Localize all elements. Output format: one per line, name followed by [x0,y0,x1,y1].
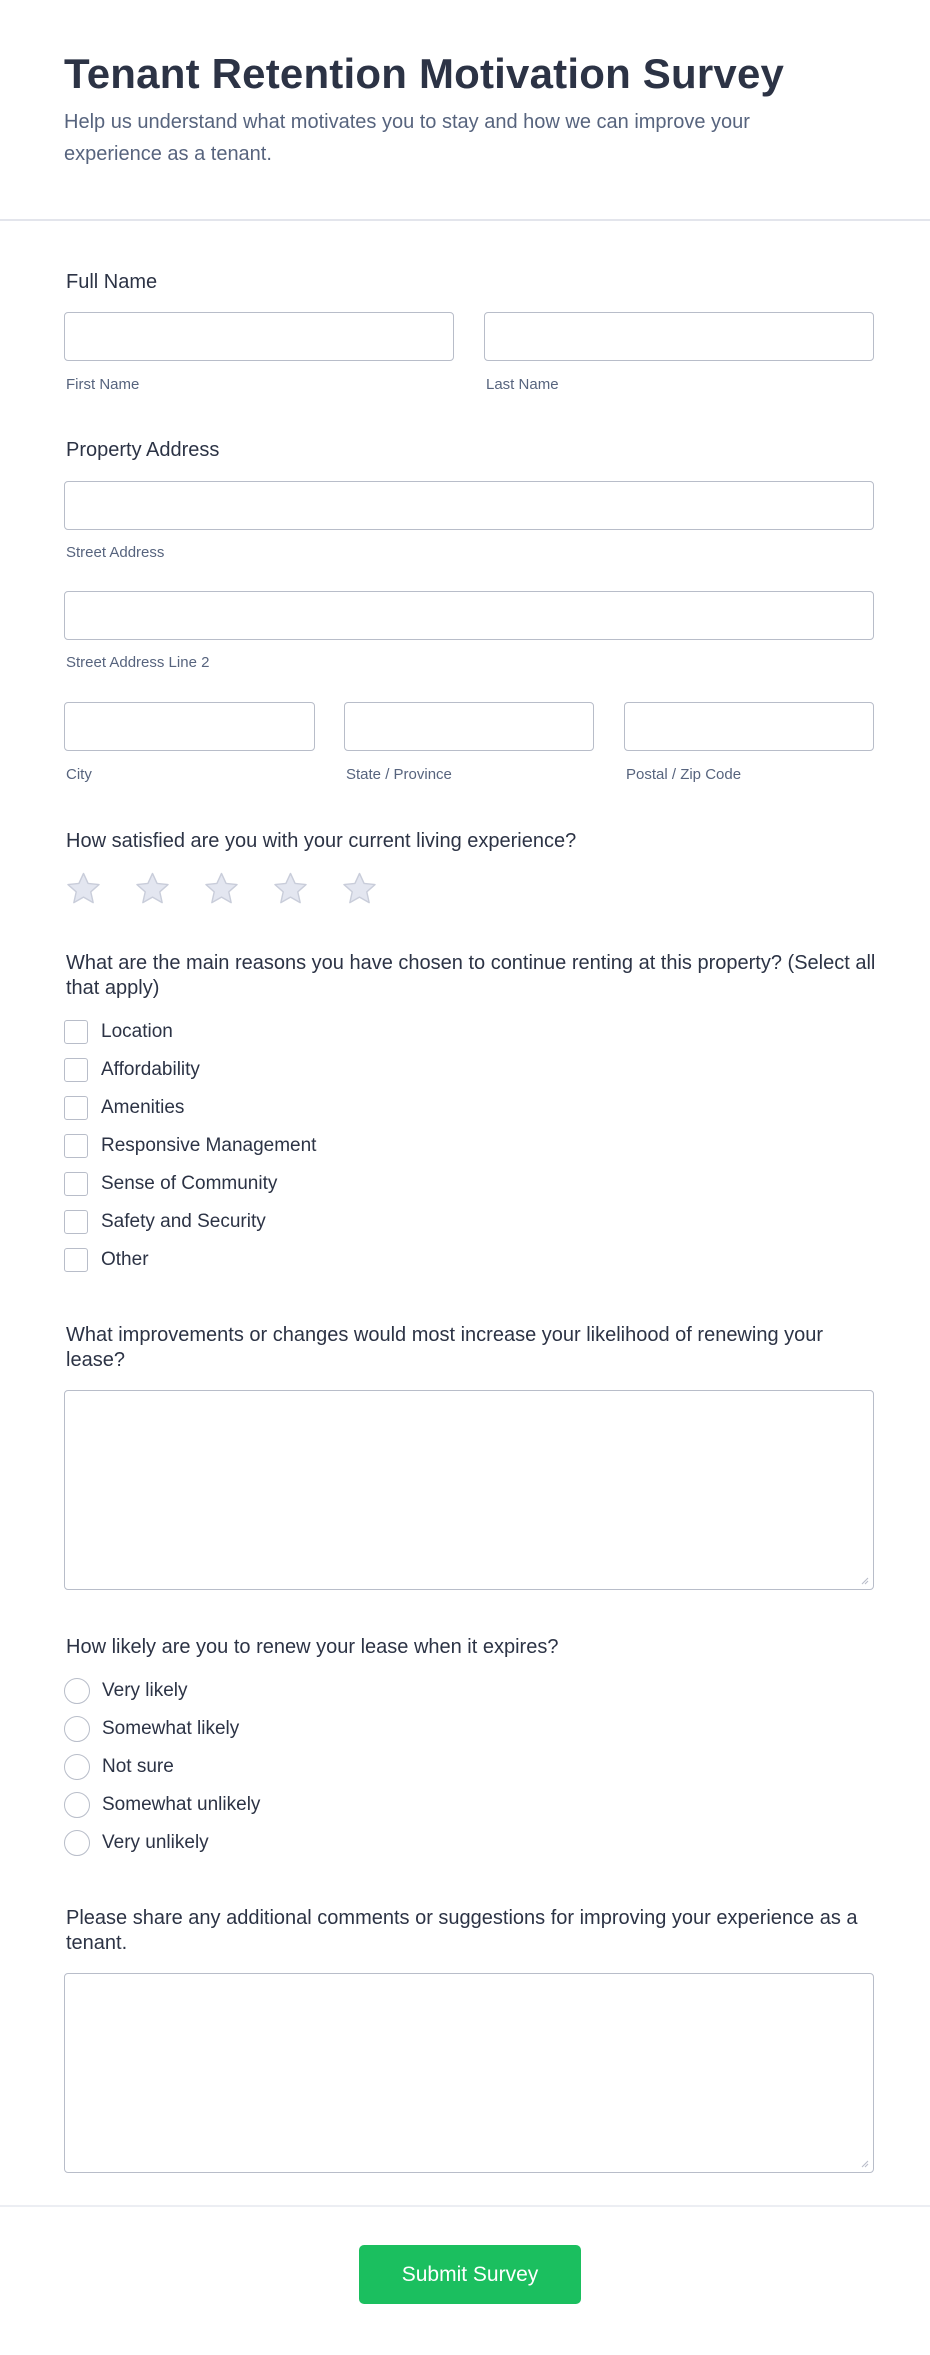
resize-handle-icon[interactable] [859,1575,869,1585]
checkbox-option-safety-and-security[interactable] [64,1209,266,1235]
page-title: Tenant Retention Motivation Survey [64,50,785,97]
street-address-line2-sublabel: Street Address Line 2 [66,654,210,671]
radio-label: Very likely [102,1680,188,1701]
radio-label: Somewhat unlikely [102,1794,261,1815]
improvements-question: What improvements or changes would most increase your likelihood of renewing your lease? [66,1324,824,1371]
radio-option-not-sure[interactable] [64,1754,174,1780]
footer-divider [0,2205,930,2207]
star-icon-3[interactable] [202,870,241,908]
radio-option-very-unlikely[interactable] [64,1830,209,1856]
street-address-line2-input[interactable] [64,591,874,640]
star-icon-1[interactable] [64,870,103,908]
radio-button[interactable] [64,1678,90,1704]
checkbox-option-affordability[interactable] [64,1057,200,1083]
first-name-sublabel: First Name [66,376,140,393]
checkbox-option-amenities[interactable] [64,1095,184,1121]
zip-sublabel: Postal / Zip Code [626,766,742,783]
checkbox[interactable] [64,1248,88,1272]
last-name-sublabel: Last Name [486,376,559,393]
checkbox[interactable] [64,1172,88,1196]
radio-option-somewhat-unlikely[interactable] [64,1792,260,1818]
comments-question: Please share any additional comments or suggestions for improving your experience as a tenant. [66,1907,858,1954]
resize-handle-icon[interactable] [859,2158,869,2168]
star-icon-2[interactable] [133,870,172,908]
city-sublabel: City [66,766,92,783]
renewal-question: How likely are you to renew your lease when it expires? [66,1636,559,1658]
radio-button[interactable] [64,1754,90,1780]
property-address-label: Property Address [66,439,220,461]
checkbox-option-responsive-management[interactable] [64,1133,316,1159]
checkbox[interactable] [64,1210,88,1234]
radio-label: Very unlikely [102,1832,209,1853]
checkbox-label: Location [101,1021,173,1042]
checkbox[interactable] [64,1020,88,1044]
page-subtitle: Help us understand what motivates you to stay and how we can improve your experience as a tenant. [64,111,750,165]
checkbox-label: Responsive Management [101,1135,317,1156]
checkbox[interactable] [64,1058,88,1082]
checkbox-label: Affordability [101,1059,200,1080]
star-icon-5[interactable] [340,870,379,908]
reasons-question: What are the main reasons you have chosen to continue renting at this property? (Select all that apply) [66,952,876,999]
checkbox-label: Safety and Security [101,1211,266,1232]
zip-input[interactable] [624,702,874,751]
submit-survey-button[interactable]: Submit Survey [359,2245,581,2304]
state-input[interactable] [344,702,594,751]
radio-button[interactable] [64,1792,90,1818]
checkbox-option-other[interactable] [64,1247,149,1273]
radio-button[interactable] [64,1830,90,1856]
satisfaction-question: How satisfied are you with your current living experience? [66,830,577,852]
checkbox-label: Sense of Community [101,1173,278,1194]
checkbox-label: Other [101,1249,149,1270]
checkbox[interactable] [64,1134,88,1158]
city-input[interactable] [64,702,315,751]
radio-option-very-likely[interactable] [64,1678,188,1704]
improvements-textarea[interactable] [64,1390,874,1590]
state-sublabel: State / Province [346,766,452,783]
checkbox[interactable] [64,1096,88,1120]
radio-label: Not sure [102,1756,174,1777]
last-name-input[interactable] [484,312,874,361]
street-address-input[interactable] [64,481,874,530]
checkbox-option-location[interactable] [64,1019,173,1045]
form-header [0,0,930,221]
comments-textarea[interactable] [64,1973,874,2173]
checkbox-option-sense-of-community[interactable] [64,1171,277,1197]
checkbox-label: Amenities [101,1097,185,1118]
radio-option-somewhat-likely[interactable] [64,1716,239,1742]
star-icon-4[interactable] [271,870,310,908]
street-address-sublabel: Street Address [66,544,165,561]
radio-label: Somewhat likely [102,1718,240,1739]
full-name-label: Full Name [66,271,158,293]
first-name-input[interactable] [64,312,454,361]
radio-button[interactable] [64,1716,90,1742]
